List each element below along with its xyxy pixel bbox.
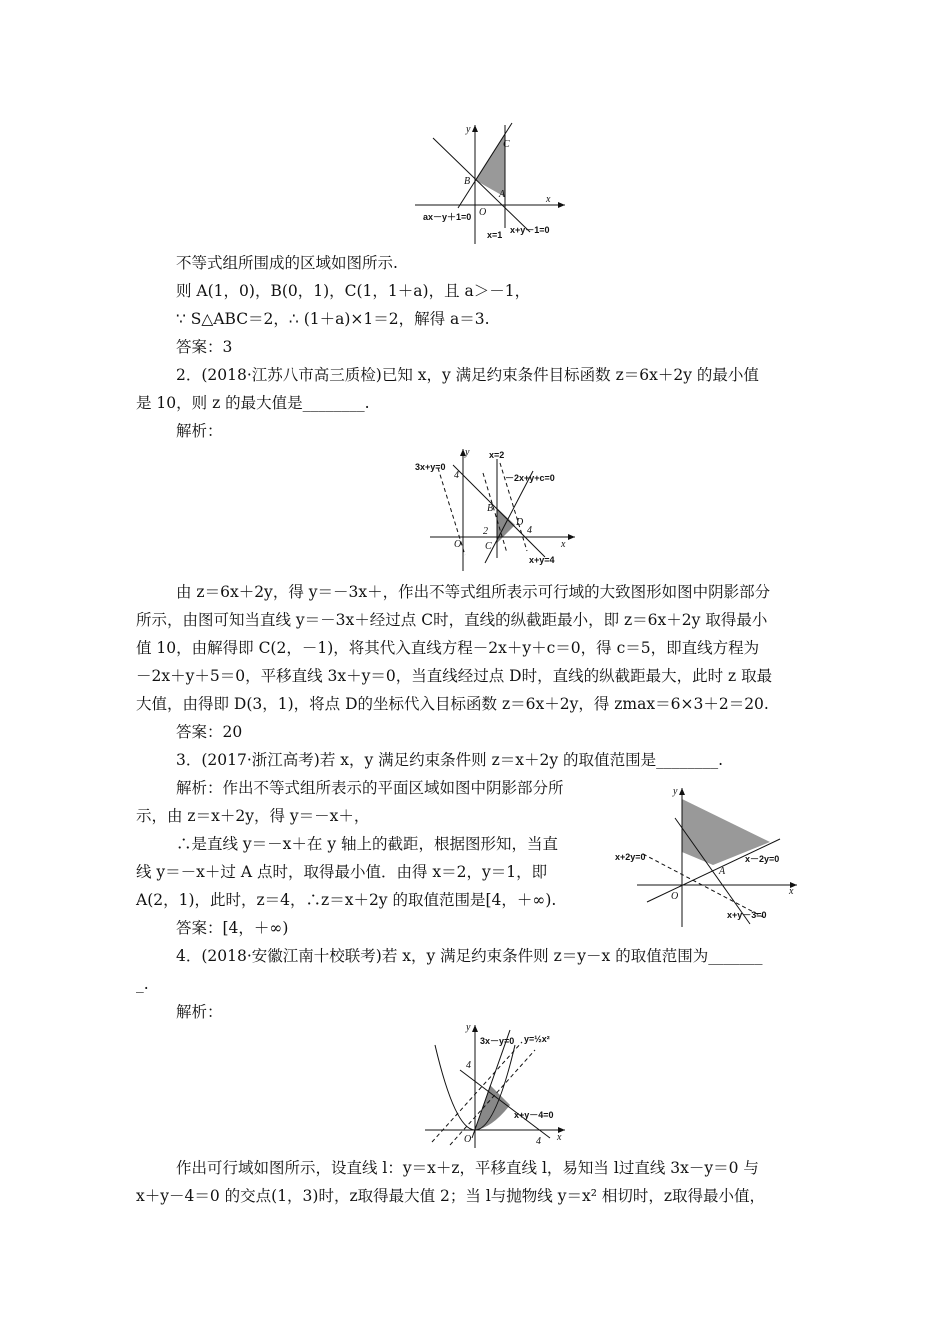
- line-label-3xy: 3x+y=0: [415, 462, 446, 472]
- feasible-region: [497, 508, 515, 543]
- text-line: 所示，由图可知当直线 y＝－3x＋经过点 C时，直线的纵截距最小，即 z＝6x＋2y 取得最小: [136, 611, 768, 629]
- point-c-label: C: [503, 139, 510, 150]
- origin-label: O: [454, 539, 462, 550]
- point-b-label: B: [464, 176, 471, 187]
- question-line: 3．(2017·浙江高考)若 x，y 满足约束条件则 z＝x＋2y 的取值范围是________.: [176, 751, 723, 769]
- point-a-label: A: [719, 866, 726, 877]
- answer-line: 答案：[4，＋∞): [176, 919, 289, 937]
- x-label: x: [789, 886, 794, 897]
- text-line: A(2，1)，此时，z＝4，∴z＝x＋2y 的取值范围是[4，＋∞).: [136, 891, 557, 909]
- y-label: y: [465, 447, 470, 458]
- line-label-neg2x: －2x+y+c=0: [505, 473, 555, 483]
- line-label-ax: ax－y＋1=0: [423, 212, 472, 222]
- x-label: x: [561, 539, 566, 550]
- tick-4: 4: [466, 1060, 471, 1071]
- feasible-region: [475, 1085, 510, 1130]
- line-label-xy4: x+y=4: [529, 555, 555, 565]
- line-x-plus-y-4: [460, 1070, 550, 1138]
- tick-4: 4: [454, 470, 459, 481]
- answer-line: 答案：20: [176, 723, 243, 741]
- text-line: 线 y＝－x＋过 A 点时，取得最小值．由得 x＝2，y＝1，即: [136, 863, 548, 881]
- origin-label: O: [479, 207, 487, 218]
- text-line: 作出可行域如图所示，设直线 l：y＝x＋z，平移直线 l，易知当 l过直线 3x－y＝0 与: [176, 1159, 759, 1177]
- answer-line: 答案：3: [176, 338, 233, 356]
- question-line: 2．(2018·江苏八市高三质检)已知 x，y 满足约束条件目标函数 z＝6x＋2y 的最小值: [176, 366, 759, 384]
- figure-1: [415, 120, 565, 245]
- question-line: 是 10，则 z 的最大值是________.: [136, 394, 370, 412]
- point-c-label: C: [485, 541, 492, 552]
- text-line: 值 10，由解得即 C(2，－1)，将其代入直线方程－2x＋y＋c＝0，得 c＝5，即直线方程为: [136, 639, 760, 657]
- tick-4-x: 4: [527, 525, 532, 536]
- x-label: x: [546, 194, 551, 205]
- text-line: x＋y－4＝0 的交点(1，3)时，z取得最大值 2；当 l与抛物线 y＝x² 相切时，z取得最小值，: [136, 1187, 766, 1205]
- tick-4-x: 4: [536, 1136, 541, 1147]
- line-label-xm2y: x－2y=0: [745, 854, 780, 864]
- line-label-xy1: x+y－1=0: [510, 225, 550, 235]
- line-neg2x: [485, 471, 533, 563]
- text-line: 由 z＝6x＋2y，得 y＝－3x＋，作出不等式组所表示可行域的大致图形如图中阴影部分: [176, 583, 771, 601]
- text-line: ∵ S△ABC＝2，∴ (1＋a)×1＝2，解得 a＝3.: [176, 310, 490, 328]
- point-a-label: A: [499, 189, 506, 200]
- figure-4: [420, 1020, 570, 1150]
- text-line: 则 A(1，0)，B(0，1)，C(1，1＋a)，且 a＞－1，: [176, 282, 531, 300]
- text-line: ∴是直线 y＝－x＋在 y 轴上的截距，根据图形知，当直: [176, 835, 559, 853]
- text-line: 解析：: [176, 1003, 223, 1021]
- y-axis-arrow: [472, 125, 478, 132]
- x-axis-arrow: [568, 534, 575, 540]
- point-b-label: B: [487, 503, 494, 514]
- line-label-xy4: x+y－4=0: [514, 1110, 554, 1120]
- text-line: 解析：: [176, 422, 223, 440]
- figure-2: [405, 443, 580, 573]
- line-label-x2: x=2: [489, 450, 505, 460]
- question-line: _.: [136, 975, 149, 993]
- text-line: 大值，由得即 D(3，1)，将点 D的坐标代入目标函数 z＝6x＋2y，得 zmax＝6×3＋2＝20.: [136, 695, 769, 713]
- y-label: y: [466, 1022, 471, 1033]
- line-max-dashed: [450, 1050, 535, 1145]
- text-line: －2x＋y＋5＝0，平移直线 3x＋y＝0，当直线经过点 D时，直线的纵截距最大，此时 z 取最: [136, 667, 773, 685]
- question-line: 4．(2018·安徽江南十校联考)若 x，y 满足约束条件则 z＝y－x 的取值范围为_______: [176, 947, 763, 965]
- point-d-label: D: [516, 517, 524, 528]
- line-label-3xy: 3x－y=0: [480, 1036, 515, 1046]
- text-line: 解析：作出不等式组所表示的平面区域如图中阴影部分所: [176, 779, 564, 797]
- line-label-parabola: y=½x²: [524, 1034, 550, 1044]
- line-label-xy3: x+y－3=0: [727, 910, 767, 920]
- y-axis-arrow: [472, 1025, 478, 1032]
- y-label: y: [673, 786, 678, 797]
- origin-label: O: [671, 891, 679, 902]
- line-label-x1: x=1: [487, 230, 503, 240]
- text-line: 不等式组所围成的区域如图所示.: [176, 254, 398, 272]
- y-axis-arrow: [679, 788, 685, 795]
- text-line: 示，由 z＝x＋2y，得 y＝－x＋，: [136, 807, 370, 825]
- x-label: x: [557, 1132, 562, 1143]
- line-label-x2y: x+2y=0: [615, 852, 646, 862]
- figure-3: [615, 782, 800, 932]
- origin-label: O: [464, 1134, 472, 1145]
- x-axis-arrow: [558, 202, 565, 208]
- tick-2: 2: [483, 526, 488, 537]
- feasible-region: [475, 133, 505, 197]
- y-label: y: [466, 124, 471, 135]
